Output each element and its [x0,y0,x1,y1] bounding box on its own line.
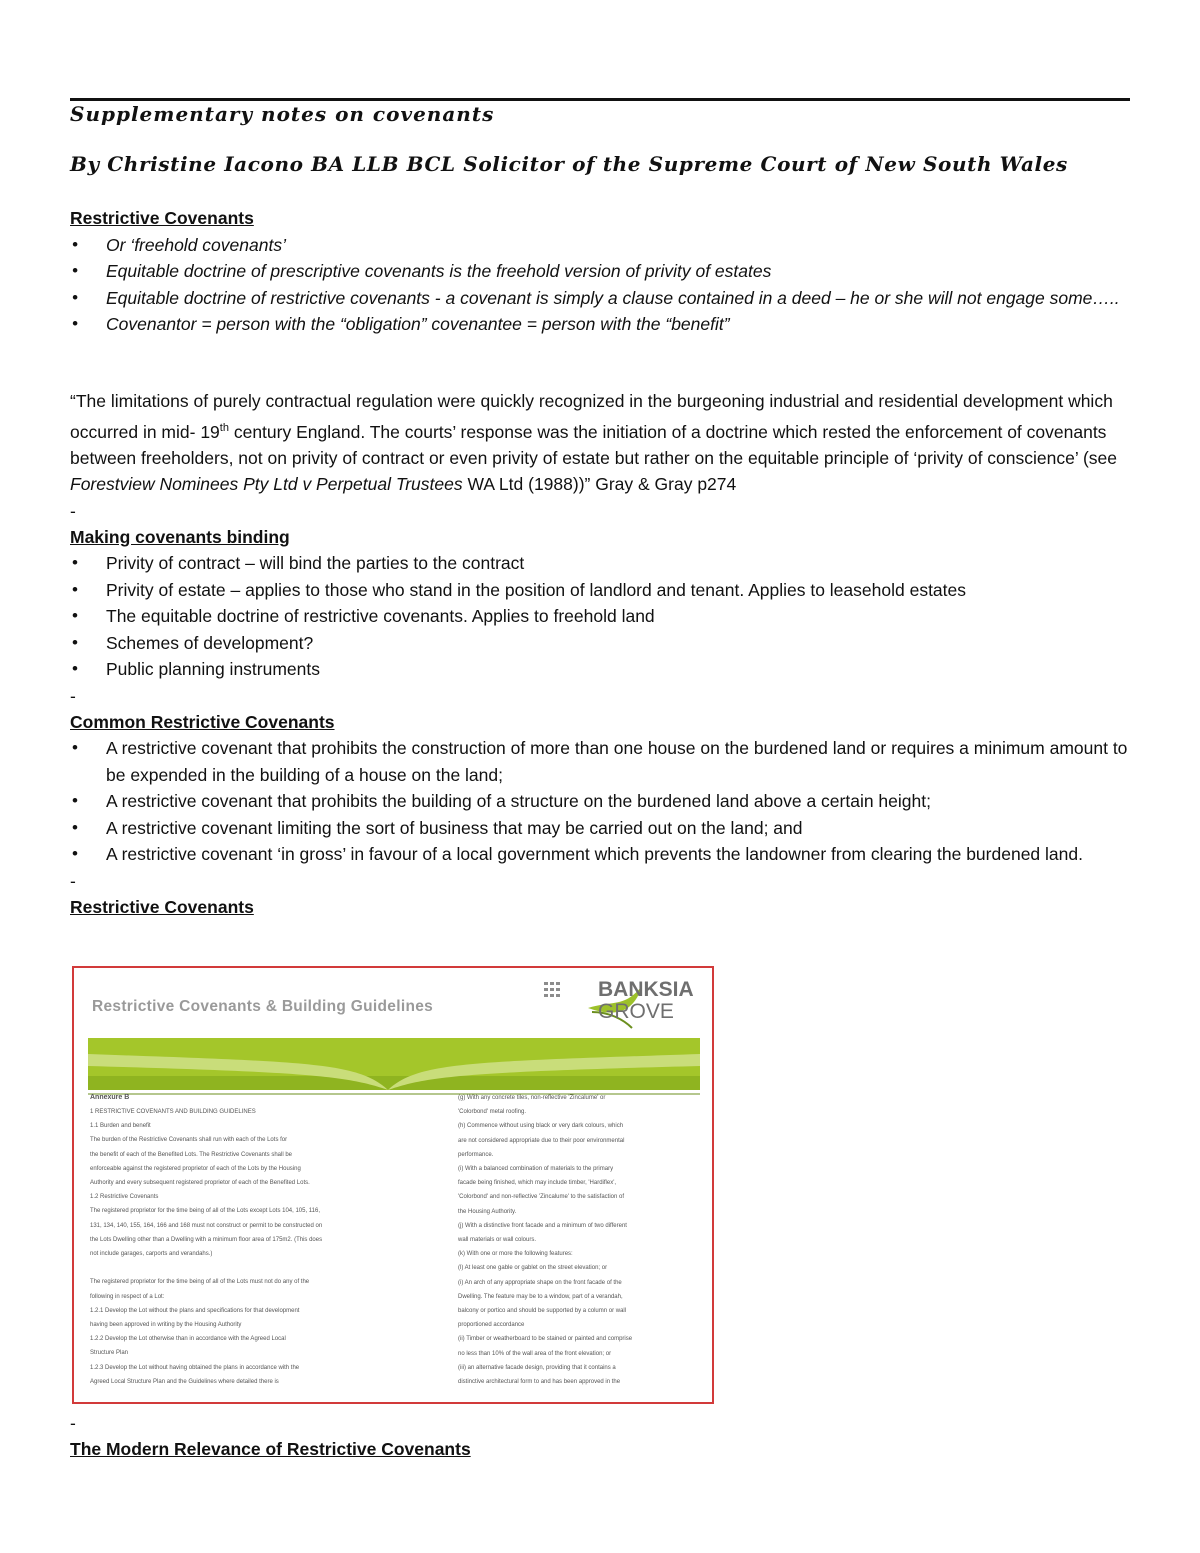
section-heading: Common Restrictive Covenants [70,711,335,732]
scanned-text-line: 1.2 Restrictive Covenants [90,1194,159,1201]
scanned-text-line: Dwelling. The feature may be to a window, part of a verandah, [458,1293,623,1300]
list-item: • Schemes of development? [70,630,1140,657]
scanned-text-line: wall materials or wall colours. [458,1237,537,1243]
list-item: • Or ‘freehold covenants’ [70,232,1140,259]
scanned-text-line: 1 RESTRICTIVE COVENANTS AND BUILDING GUIDELINES [90,1109,256,1115]
dash-separator: - [70,685,76,706]
scanned-text-line: The registered proprietor for the time being of all of the Lots except Lots 104, 105, 116, [90,1208,321,1215]
scanned-text-line: are not considered appropriate due to their poor environmental [458,1137,625,1144]
scanned-text-line: not include garages, carports and verandahs.) [90,1251,213,1257]
scanned-text-line: 1.2.1 Develop the Lot without the plans and specifications for that development [90,1307,300,1314]
document-title: Supplementary notes on covenants [70,102,495,126]
body-continuation [70,388,1140,920]
quote-part: WA Ltd (1988))” Gray & Gray p274 [462,474,737,495]
document-tail [70,1410,1140,1463]
scanned-text-line: Authority and every subsequent registered proprietor of each of the Benefited Lots. [90,1180,310,1186]
list-item: • A restrictive covenant that prohibits the construction of more than one house on the burdened land or requires a minimum amount to be expended in the building of a house on the land; [70,735,1140,788]
quote-part: “The limitations of purely contractual regulation were quickly recognized in the burgeoning industrial and residential development which occurred in mid- 19 [70,391,1113,442]
list-item: • Privity of estate – applies to those who stand in the position of landlord and tenant. Applies to leasehold estates [70,577,1140,604]
list-item: • A restrictive covenant ‘in gross’ in favour of a local government which prevents the landowner from clearing the burdened land. [70,841,1140,868]
scanned-text-line: (i) With a balanced combination of materials to the primary [458,1166,614,1172]
list-item: • Equitable doctrine of prescriptive covenants is the freehold version of privity of estates [70,258,1140,285]
scanned-text-line: no less than 10% of the wall area of the front elevation; or [458,1350,612,1357]
scanned-text-line: 1.2.2 Develop the Lot otherwise than in accordance with the Agreed Local [90,1336,286,1343]
bullet-list [70,232,1140,338]
list-item: • A restrictive covenant that prohibits the building of a structure on the burdened land above a certain height; [70,788,1140,815]
case-name: Forestview Nominees Pty Ltd v Perpetual Trustees [70,474,463,495]
scanned-text-line: 1.2.3 Develop the Lot without having obtained the plans in accordance with the [90,1364,300,1371]
annexure-label: Annexure B [90,1094,130,1101]
list-item: • Privity of contract – will bind the parties to the contract [70,550,1140,577]
scanned-text-line: 1.1 Burden and benefit [90,1123,151,1130]
scanned-text-line: distinctive architectural form to and has been approved in the [458,1379,621,1385]
scanned-text-line: enforceable against the registered proprietor of each of the Lots by the Housing [90,1165,301,1172]
scanned-text-line: 'Colorbond' and non-reflective 'Zincalume' to the satisfaction of [458,1194,625,1201]
header-rule [70,98,1130,101]
image-title: Restrictive Covenants & Building Guidelines [92,998,434,1015]
bullet-list [70,735,1140,868]
list-item: • The equitable doctrine of restrictive covenants. Applies to freehold land [70,603,1140,630]
green-banner [88,1032,700,1108]
scanned-text-line: (l) At least one gable or gablet on the street elevation; or [458,1265,608,1272]
scanned-text-line: (ii) Timber or weatherboard to be stained or painted and comprise [458,1336,633,1343]
scanned-text-line: 'Colorbond' metal roofing. [458,1109,526,1116]
dash-separator: - [70,500,76,521]
scanned-text-line: Structure Plan [90,1350,129,1357]
scanned-text-line: following in respect of a Lot: [90,1293,165,1300]
list-item: • Covenantor = person with the “obligation” covenantee = person with the “benefit” [70,311,1140,338]
scanned-text-line: (j) With a distinctive front facade and a minimum of two different [458,1222,627,1229]
scanned-text-line: 131, 134, 140, 155, 164, 166 and 168 must not construct or permit to be constructed on [90,1222,323,1229]
list-item: • Equitable doctrine of restrictive covenants - a covenant is simply a clause contained in a deed – he or she will not engage some….. [70,285,1140,312]
scanned-text-line: (g) With any concrete tiles, non-reflective 'Zincalume' or [458,1095,606,1101]
scanned-text-line: the Housing Authority. [458,1208,517,1215]
section-heading: Making covenants binding [70,526,290,547]
scanned-text-line: The registered proprietor for the time being of all of the Lots must not do any of the [90,1279,310,1286]
covenant-document-image [72,966,714,1404]
scanned-text-line: (i) An arch of any appropriate shape on the front facade of the [458,1279,622,1286]
scanned-text-line: Agreed Local Structure Plan and the Guidelines where detailed there is [90,1378,279,1385]
list-item: • A restrictive covenant limiting the sort of business that may be carried out on the land; and [70,815,1140,842]
scanned-text-line: (k) With one or more the following features: [458,1251,573,1258]
scanned-text-line: the benefit of each of the Benefited Lots. The Restrictive Covenants shall be [90,1151,293,1158]
quote-part: century England. The courts’ response was the initiation of a doctrine which rested the enforcement of covenants between freeholders, not on privity of contract or even privity of estate but rather on the equitable principle of ‘privity of conscience’ (see [70,421,1118,468]
scanned-text-line: The burden of the Restrictive Covenants shall run with each of the Lots for [90,1137,288,1144]
superscript: th [219,421,229,434]
section-restrictive-covenants [70,205,1140,338]
section-heading: The Modern Relevance of Restrictive Covenants [70,1439,471,1459]
list-item: • Public planning instruments [70,656,1140,683]
author-line: By Christine Iacono BA LLB BCL Solicitor of the Supreme Court of New South Wales [70,152,1068,176]
scanned-text-line: performance. [458,1151,494,1158]
dash-separator: - [70,1413,76,1433]
logo-text-banksia: BANKSIA [598,978,694,1001]
scanned-text-line: (iii) an alternative facade design, providing that it contains a [458,1364,616,1371]
scanned-text-line: (h) Commence without using black or very dark colours, which [458,1123,624,1130]
section-heading: Restrictive Covenants [70,896,254,917]
bullet-list [70,550,1140,683]
scanned-text-line: the Lots Dwelling other than a Dwelling with a minimum floor area of 175m2. (This does [90,1236,323,1243]
section-heading: Restrictive Covenants [70,208,254,228]
scanned-text-line: balcony or portico and should be supported by a column or wall [458,1308,627,1314]
logo-text-grove: GROVE [598,1000,674,1023]
scanned-text-line: having been approved in writing by the Housing Authority [90,1322,242,1328]
quote-paragraph [70,388,1140,498]
scanned-text-line: facade being finished, which may include timber, 'Hardiflex', [458,1180,617,1187]
dash-separator: - [70,870,76,891]
scanned-text-line: proportioned accordance [458,1322,525,1329]
